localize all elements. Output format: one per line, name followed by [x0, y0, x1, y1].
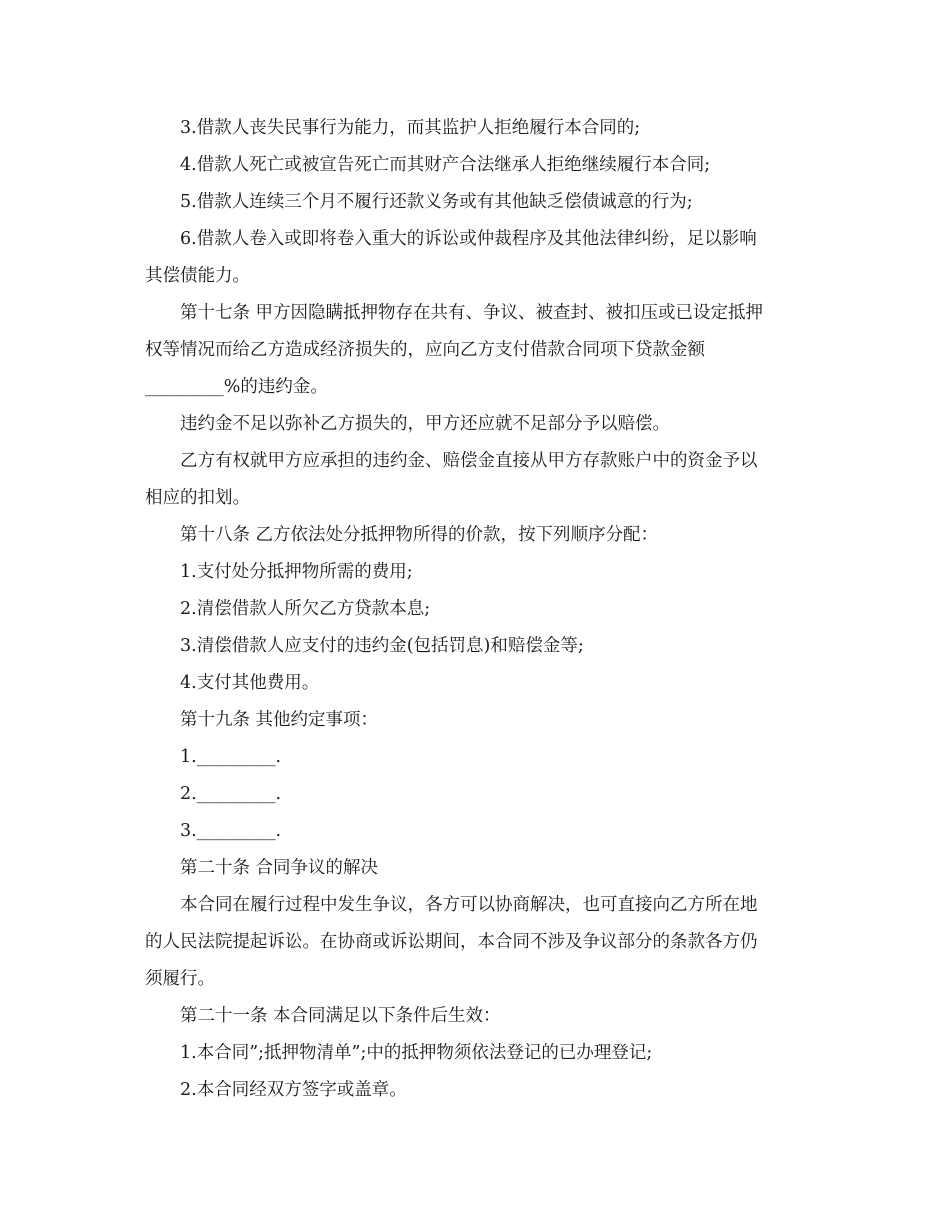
clause-item-6 — [145, 221, 810, 295]
document-body — [145, 110, 810, 1109]
clause-item-3 — [145, 110, 810, 147]
article-17 — [145, 295, 810, 406]
article-21-item-2 — [145, 1072, 810, 1109]
text-line: 4.借款人死亡或被宣告死亡而其财产合法继承人拒绝继续履行本合同; — [180, 155, 711, 175]
article-18-item-1 — [145, 554, 810, 591]
text-line: 5.借款人连续三个月不履行还款义务或有其他缺乏偿债诚意的行为; — [180, 192, 693, 212]
article-18-item-4 — [145, 665, 810, 702]
text-line: 1._________. — [180, 747, 282, 767]
text-line: 2.本合同经双方签字或盖章。 — [180, 1080, 407, 1100]
text-line: 违约金不足以弥补乙方损失的，甲方还应就不足部分予以赔偿。 — [180, 414, 670, 434]
text-line: 第十七条 甲方因隐瞒抵押物存在共有、争议、被查封、被扣压或已设定抵押 — [180, 303, 764, 323]
article-18-item-2 — [145, 591, 810, 628]
text-line-continued: 的人民法院提起诉讼。在协商或诉讼期间，本合同不涉及争议部分的条款各方仍 — [145, 932, 758, 952]
text-line: 本合同在履行过程中发生争议，各方可以协商解决，也可直接向乙方所在地 — [180, 895, 758, 915]
text-line-continued: 相应的扣划。 — [145, 488, 250, 508]
text-line: 第十八条 乙方依法处分抵押物所得的价款，按下列顺序分配： — [180, 525, 659, 545]
text-line-continued: 权等情况而给乙方造成经济损失的，应向乙方支付借款合同项下贷款金额 — [145, 340, 705, 360]
article-17-compensation — [145, 406, 810, 443]
text-line: 1.支付处分抵押物所需的费用; — [180, 562, 413, 582]
article-20-body — [145, 887, 810, 998]
text-line-continued: 其偿债能力。 — [145, 266, 250, 286]
article-19-item-1 — [145, 739, 810, 776]
clause-item-5 — [145, 184, 810, 221]
text-line: 3.清偿借款人应支付的违约金(包括罚息)和赔偿金等; — [180, 636, 584, 656]
text-line: 4.支付其他费用。 — [180, 673, 320, 693]
text-line: 1.本合同”;抵押物清单”;中的抵押物须依法登记的已办理登记; — [180, 1043, 653, 1063]
article-21 — [145, 998, 810, 1035]
article-20 — [145, 850, 810, 887]
article-18-item-3 — [145, 628, 810, 665]
text-line: 6.借款人卷入或即将卷入重大的诉讼或仲裁程序及其他法律纠纷，足以影响 — [180, 229, 757, 249]
article-17-deduction — [145, 443, 810, 517]
clause-item-4 — [145, 147, 810, 184]
article-19-item-2 — [145, 776, 810, 813]
text-line: 2._________. — [180, 784, 282, 804]
text-line: 3._________. — [180, 821, 282, 841]
text-line: 第二十条 合同争议的解决 — [180, 858, 379, 878]
text-line: 乙方有权就甲方应承担的违约金、赔偿金直接从甲方存款账户中的资金予以 — [180, 451, 758, 471]
article-19-item-3 — [145, 813, 810, 850]
article-18 — [145, 517, 810, 554]
text-line: 2.清偿借款人所欠乙方贷款本息; — [180, 599, 431, 619]
text-line: 第十九条 其他约定事项： — [180, 710, 379, 730]
article-21-item-1 — [145, 1035, 810, 1072]
text-line-continued: 须履行。 — [145, 969, 215, 989]
text-line: 第二十一条 本合同满足以下条件后生效： — [180, 1006, 501, 1026]
article-19 — [145, 702, 810, 739]
text-line: 3.借款人丧失民事行为能力，而其监护人拒绝履行本合同的; — [180, 118, 641, 138]
text-line-continued: _________%的违约金。 — [145, 377, 328, 397]
